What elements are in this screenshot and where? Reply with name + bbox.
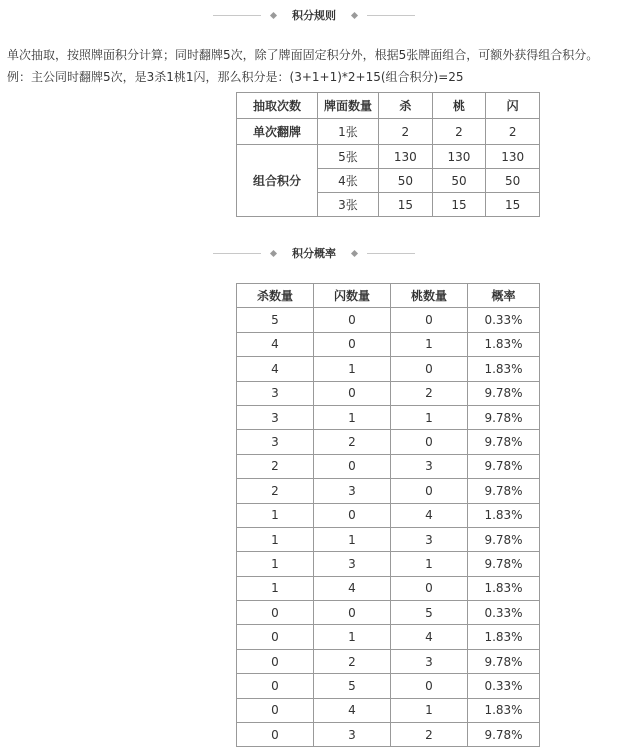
title-divider-left [213,253,261,254]
cell-probability: 0.33% [468,308,540,332]
cell-probability: 1.83% [468,357,540,381]
cell-tao-count: 1 [391,552,468,576]
cell-tao-count: 0 [391,576,468,600]
cell-probability: 1.83% [468,698,540,722]
cell-tao-count: 4 [391,625,468,649]
cell-sha-count: 1 [237,576,314,600]
cell-sha-count: 0 [237,674,314,698]
table-row [237,527,540,551]
table-row [237,552,540,576]
cell-shan-count: 2 [314,430,391,454]
single-flip-row [237,119,540,145]
cell-tao-count: 0 [391,308,468,332]
cell-shan-count: 0 [314,332,391,356]
combo-shan: 50 [486,169,540,193]
combo-count: 4张 [318,169,379,193]
cell-shan-count: 4 [314,576,391,600]
cell-probability: 9.78% [468,649,540,673]
cell-tao-count: 1 [391,332,468,356]
cell-tao-count: 0 [391,674,468,698]
cell-probability: 9.78% [468,381,540,405]
rules-description: 单次抽取，按照牌面积分计算；同时翻牌5次，除了牌面固定积分外，根据5张牌面组合，可额外获得组合积分。 [7,48,599,62]
cell-sha-count: 0 [237,698,314,722]
cell-shan-count: 1 [314,357,391,381]
cell-tao-count: 4 [391,503,468,527]
cell-probability: 1.83% [468,576,540,600]
cell-tao-count: 0 [391,357,468,381]
cell-tao-count: 2 [391,381,468,405]
cell-sha-count: 0 [237,649,314,673]
diamond-icon [351,249,358,256]
single-flip-tao: 2 [432,119,486,145]
single-flip-label: 单次翻牌 [237,119,318,145]
header-shan-count: 闪数量 [314,284,391,308]
cell-probability: 9.78% [468,527,540,551]
cell-shan-count: 3 [314,552,391,576]
cell-sha-count: 3 [237,405,314,429]
cell-tao-count: 2 [391,723,468,747]
cell-shan-count: 0 [314,454,391,478]
table-row [237,576,540,600]
diamond-icon [270,11,277,18]
table-row [237,308,540,332]
prob-title-text: 积分概率 [292,247,336,260]
table-row [237,454,540,478]
cell-probability: 0.33% [468,674,540,698]
title-divider-right [367,253,415,254]
header-sha-count: 杀数量 [237,284,314,308]
prob-table-header [237,284,540,308]
rules-example: 例：主公同时翻牌5次，是3杀1桃1闪，那么积分是：(3+1+1)*2+15(组合积分)=25 [7,70,464,84]
cell-sha-count: 0 [237,723,314,747]
combo-sha: 15 [379,193,433,217]
cell-probability: 1.83% [468,625,540,649]
cell-tao-count: 3 [391,649,468,673]
cell-probability: 9.78% [468,723,540,747]
header-sha: 杀 [379,93,433,119]
cell-sha-count: 3 [237,381,314,405]
cell-sha-count: 1 [237,552,314,576]
prob-section-title [0,243,628,263]
header-probability: 概率 [468,284,540,308]
rules-section-title [0,5,628,25]
combo-tao: 50 [432,169,486,193]
table-row [237,698,540,722]
cell-probability: 9.78% [468,405,540,429]
combo-count: 3张 [318,193,379,217]
cell-tao-count: 0 [391,479,468,503]
cell-shan-count: 0 [314,601,391,625]
cell-shan-count: 1 [314,405,391,429]
cell-tao-count: 3 [391,527,468,551]
combo-count: 5张 [318,145,379,169]
cell-shan-count: 5 [314,674,391,698]
table-row [237,649,540,673]
probability-table [236,283,540,747]
header-tao-count: 桃数量 [391,284,468,308]
score-table-header [237,93,540,119]
combo-tao: 15 [432,193,486,217]
cell-tao-count: 3 [391,454,468,478]
diamond-icon [270,249,277,256]
header-draw-count: 抽取次数 [237,93,318,119]
table-row [237,723,540,747]
cell-sha-count: 2 [237,479,314,503]
header-shan: 闪 [486,93,540,119]
table-row [237,479,540,503]
cell-probability: 9.78% [468,454,540,478]
cell-sha-count: 1 [237,503,314,527]
table-row [237,674,540,698]
table-row [237,405,540,429]
cell-tao-count: 1 [391,698,468,722]
cell-shan-count: 4 [314,698,391,722]
title-divider-right [367,15,415,16]
score-table [236,92,540,217]
rules-title-text: 积分规则 [292,9,336,22]
cell-probability: 1.83% [468,503,540,527]
cell-probability: 1.83% [468,332,540,356]
cell-sha-count: 2 [237,454,314,478]
combo-sha: 50 [379,169,433,193]
combo-sha: 130 [379,145,433,169]
single-flip-count: 1张 [318,119,379,145]
table-row [237,625,540,649]
single-flip-shan: 2 [486,119,540,145]
cell-sha-count: 4 [237,332,314,356]
cell-sha-count: 0 [237,601,314,625]
combo-label: 组合积分 [237,145,318,217]
cell-shan-count: 0 [314,381,391,405]
combo-shan: 130 [486,145,540,169]
diamond-icon [351,11,358,18]
cell-shan-count: 2 [314,649,391,673]
cell-sha-count: 4 [237,357,314,381]
cell-tao-count: 5 [391,601,468,625]
single-flip-sha: 2 [379,119,433,145]
cell-sha-count: 3 [237,430,314,454]
table-row [237,503,540,527]
cell-sha-count: 1 [237,527,314,551]
table-row [237,601,540,625]
cell-probability: 9.78% [468,552,540,576]
cell-sha-count: 5 [237,308,314,332]
cell-probability: 0.33% [468,601,540,625]
combo-shan: 15 [486,193,540,217]
cell-probability: 9.78% [468,479,540,503]
table-row [237,332,540,356]
combo-tao: 130 [432,145,486,169]
header-card-count: 牌面数量 [318,93,379,119]
cell-shan-count: 1 [314,625,391,649]
title-divider-left [213,15,261,16]
table-row [237,381,540,405]
cell-tao-count: 1 [391,405,468,429]
table-row [237,430,540,454]
cell-tao-count: 0 [391,430,468,454]
combo-row [237,145,540,169]
table-row [237,357,540,381]
cell-shan-count: 3 [314,723,391,747]
cell-shan-count: 1 [314,527,391,551]
cell-shan-count: 3 [314,479,391,503]
cell-sha-count: 0 [237,625,314,649]
cell-probability: 9.78% [468,430,540,454]
cell-shan-count: 0 [314,503,391,527]
header-tao: 桃 [432,93,486,119]
cell-shan-count: 0 [314,308,391,332]
